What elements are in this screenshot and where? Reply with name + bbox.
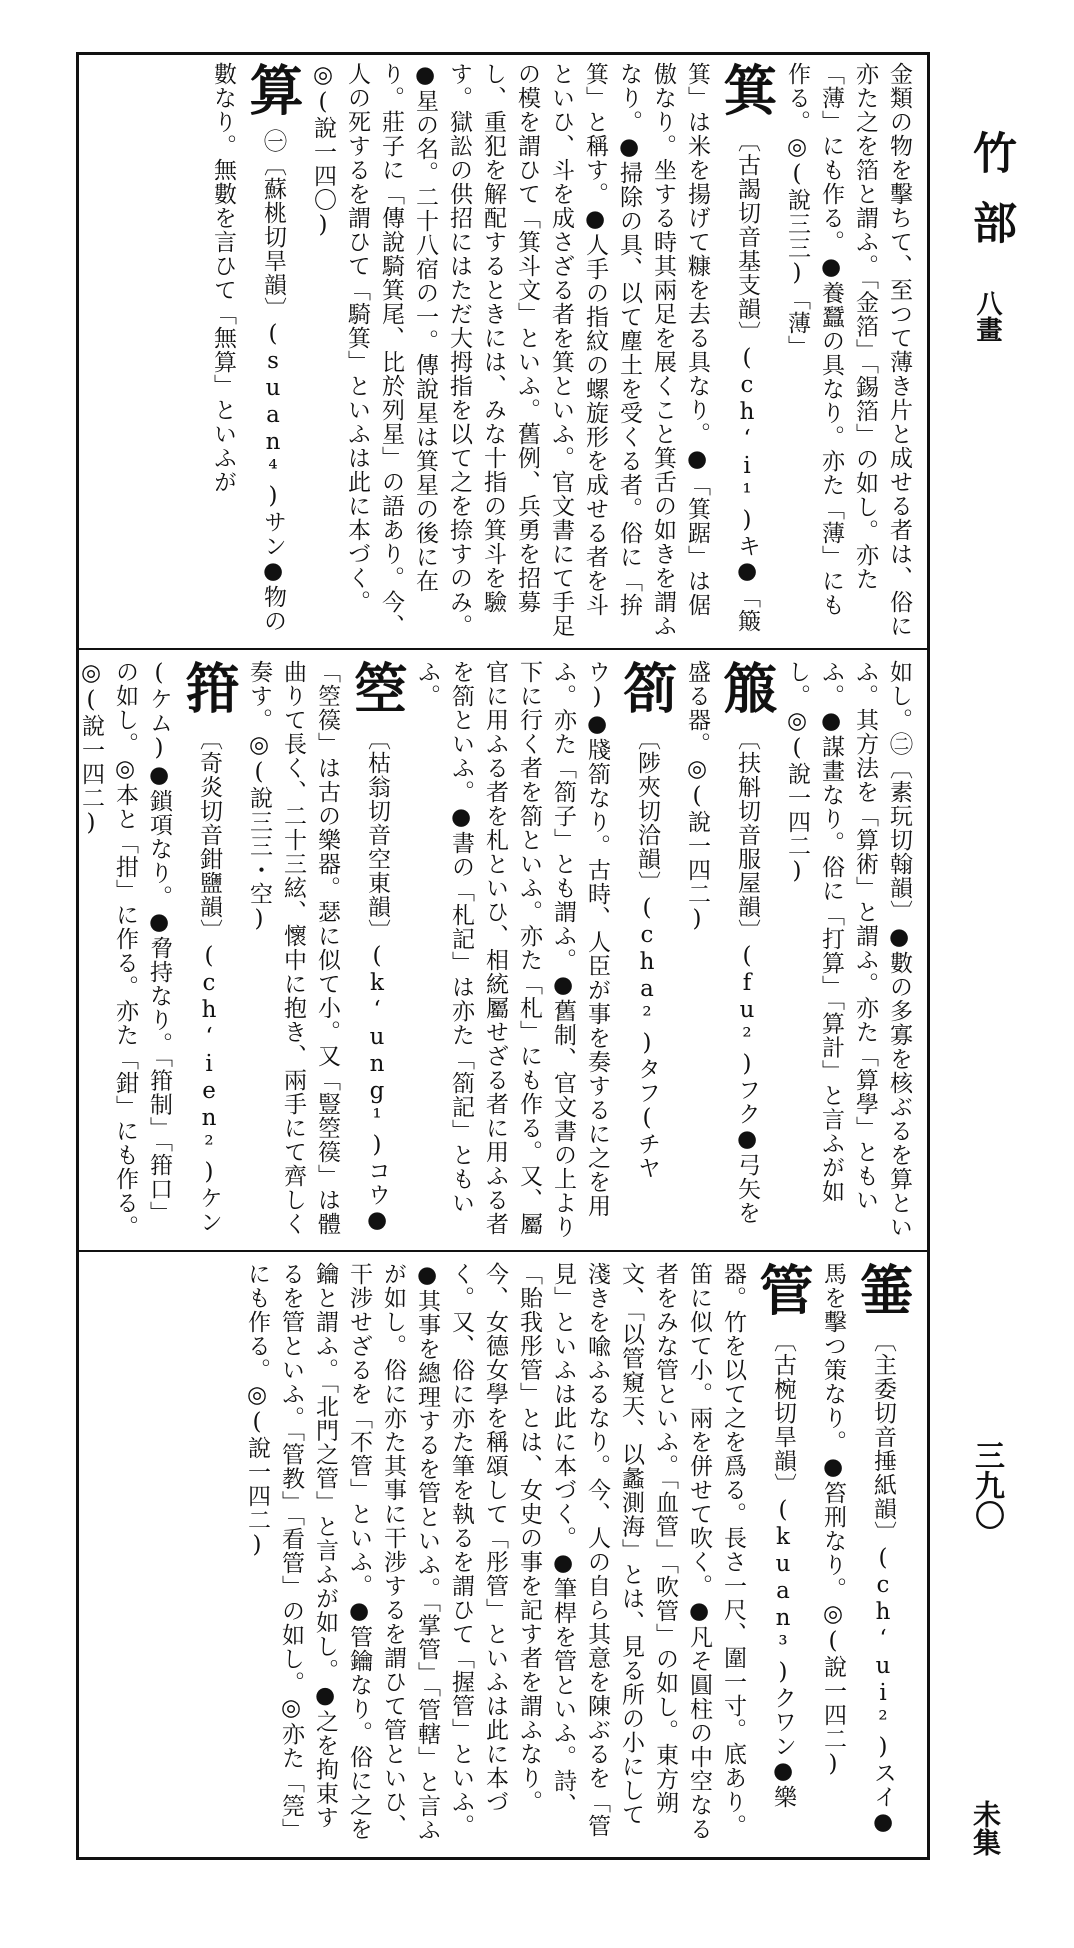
entry-body: 〔古謁切音基支韻〕(chʻi¹)キ●「簸箕」は米を揚げて糠を去る具なり。●「箕踞」は倨傲なり。坐する時其兩足を展くこと箕舌の如きを謂ふなり。●掃除の具、以て塵土を受くる者。俗に「拚箕」と稱す。●人手の指紋の螺旋形を成せる者を斗といひ、斗を成さざる者を箕といふ。官文書にて手足の模を謂ひて「箕斗文」といふ。舊例、兵勇を招募し、重犯を解配するときには、みな十指の箕斗を驗す。獄訟の供招にはただ大拇指を以て之を捺すのみ。●星の名。二十八宿の一。傳說星は箕星の後に在り。莊子に「傳說騎箕尾、比於列星」の語あり。今、人の死するを謂ひて「騎箕」といふは此に本づく。◎(說一四〇)	[310, 62, 760, 638]
section-divider-2	[76, 1250, 930, 1252]
volume-label: 未集	[969, 1800, 1002, 1856]
entry-headword: 箕	[715, 62, 779, 117]
section-3	[90, 1262, 916, 1850]
dictionary-entry	[206, 62, 306, 638]
entry-body: 〔陟夾切洽韻〕(cha²)タフ(チヤウ)●牋箚なり。古時、人臣が事を奏するに之を用ふ。亦た「箚子」とも謂ふ。●舊制、官文書の上より下に行く者を箚といふ。亦た「札」にも作る。又、屬官に用ふる者を札といひ、相統屬せざる者に用ふる者を箚といふ。●書の「札記」は亦た「箚記」ともいふ。	[414, 660, 660, 1239]
entry-headword: 箝	[177, 660, 241, 715]
section-label: 部	[965, 200, 1016, 244]
continuation-text: 如し。㊁〔素玩切翰韻〕●數の多寡を核ぶるを算といふ。其方法を「算術」と謂ふ。亦た「算學」ともいふ。●謀畫なり。俗に「打算」「算計」と言ふが如し。◎(說一四二)	[784, 660, 912, 1239]
section-1	[90, 62, 916, 638]
stroke-count-label: 八畫	[972, 290, 1002, 342]
dictionary-entry	[242, 660, 410, 1240]
entry-headword: 箠	[851, 1262, 915, 1317]
entry-body: ㊀〔蘇桃切旱韻〕(suan⁴)サン●物の數なり。無數を言ひて「無算」といふが	[210, 62, 286, 633]
entry-headword: 管	[751, 1262, 815, 1317]
entry-headword: 箚	[615, 660, 679, 715]
dictionary-entry	[240, 1262, 816, 1850]
dictionary-entry	[74, 660, 242, 1240]
dictionary-entry	[680, 660, 780, 1240]
section-2	[78, 660, 916, 1240]
dictionary-entry	[410, 660, 680, 1240]
continuation-text: 金類の物を擊ちて、至つて薄き片と成せる者は、俗に亦た之を箔と謂ふ。「金箔」「錫箔」の如し。亦た「薄」にも作る。●養蠶の具なり。亦た「薄」にも作る。◎(說三三)「薄」	[784, 62, 912, 638]
entry-body: 〔奇炎切音鉗鹽韻〕(chʻien²)ケン(ケム)●鎖項なり。●脅持なり。「箝制」「箝口」の如し。◎本と「拑」に作る。亦た「鉗」にも作る。◎(說一四二)	[78, 660, 222, 1239]
entry-headword: 箜	[345, 660, 409, 715]
entry-headword: 算	[241, 62, 305, 117]
section-divider-1	[76, 648, 930, 650]
dictionary-entry	[816, 1262, 916, 1850]
entry-body: 〔扶斛切音服屋韻〕(fu²)フク●弓矢を盛る器。◎(說一四二)	[684, 660, 760, 1225]
entry-body: 〔古椀切旱韻〕(kuan³)クワン●樂器。竹を以て之を爲る。長さ一尺、圍一寸。底あり。笛に似て小。兩を併せて吹く。●凡そ圓柱の中空なる者をみな管といふ。「血管」「吹管」の如し。東方朔文、「以管窺天、以蠡測海」とは、見る所の小にして淺きを喩ふるなり。今、人の自ら其意を陳ぶるを「管見」といふは此に本づく。●筆桿を管といふ。詩、「貽我彤管」とは、女史の事を記す者を謂ふなり。今、女德女學を稱頌して「彤管」といふは此に本づく。又、俗に亦た筆を執るを謂ひて「握管」といふ。●其事を總理するを管といふ。「掌管」「管轄」と言ふが如し。俗に亦た其事に干涉するを謂ひて管といひ、干涉せざるを「不管」といふ。●管鑰なり。俗に之を鑰と謂ふ。「北門之管」と言ふが如し。●之を拘束するを管といふ。「管教」「看管」の如し。◎亦た「筦」にも作る。◎(說一四二)	[244, 1262, 796, 1842]
entry-body: 〔主委切音捶紙韻〕(chʻui²)スイ●馬を擊つ策なり。●笞刑なり。◎(說一四二)	[820, 1262, 896, 1836]
entry-body: 〔枯翁切音空東韻〕(kʻung¹)コウ●「箜篌」は古の樂器。瑟に似て小。又「豎箜篌」は體曲りて長く、二十三絃、懷中に抱き、兩手にて齊しく奏す。◎(說三三・空)	[246, 660, 390, 1236]
dictionary-entry	[306, 62, 780, 638]
entry-headword: 箙	[715, 660, 779, 715]
radical-label: 竹	[965, 130, 1016, 174]
page-number: 三九〇	[969, 1440, 1004, 1530]
